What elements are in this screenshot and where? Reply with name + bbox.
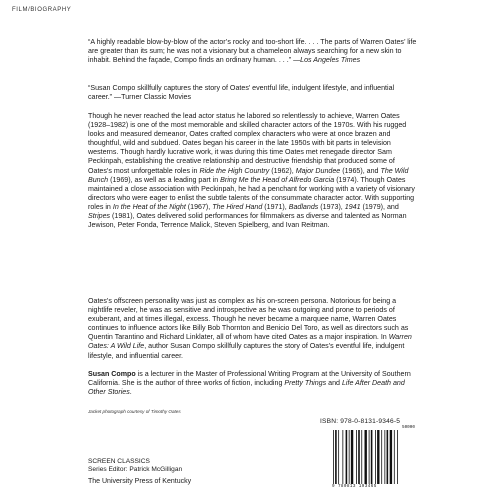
author-bio — [88, 370, 418, 397]
publisher-name: The University Press of Kentucky — [88, 478, 192, 485]
barcode-digits: 9 780813 193465 — [332, 484, 377, 489]
text-run: is a lecturer in the Master of Professional Writing Program at the University of Southern California. She is the author of three works of fiction, including — [88, 370, 411, 388]
film-title: Stripes — [88, 212, 111, 221]
text-run: (1981), Oates delivered solid performances for filmmakers as diverse and talented as Norman Jewison, Peter Fonda, Terrence Malick, Steven Spielberg, and Ivan Reitman. — [88, 212, 407, 230]
book-title: Life After Death and Other Stories — [88, 379, 405, 397]
series-info — [88, 458, 182, 475]
text-run: (1973), — [318, 202, 345, 211]
author-name: Susan Compo — [88, 370, 136, 378]
book-title: Warren Oates: A Wild Life — [88, 333, 412, 351]
text-run: (1969), as well as a leading part in — [108, 175, 221, 184]
text-run: (1974). Though Oates maintained a close association with Peckinpah, he had a penchant for working with a variety of visionary directors who were eager to enlist the subtle talents of the consummate character actor. With supporting roles in — [88, 175, 415, 211]
series-name: SCREEN CLASSICS — [88, 458, 150, 465]
film-title: Major Dundee — [295, 166, 341, 175]
book-title: Pretty Things — [284, 379, 327, 388]
film-title: In the Heat of the Night — [112, 202, 186, 211]
film-title: Bring Me the Head of Alfredo Garcia — [220, 175, 335, 184]
review-quote-la-times — [88, 38, 418, 65]
quote-source: —Turner Classic Movies — [114, 93, 192, 102]
film-title: Ride the High Country — [199, 166, 270, 175]
review-quote-tcm — [88, 84, 418, 102]
barcode-icon — [332, 430, 418, 484]
text-run: (1965), and — [340, 166, 381, 175]
text-run: (1962), — [269, 166, 296, 175]
text-run: (1979), and — [360, 202, 399, 211]
isbn-barcode-block — [318, 418, 422, 494]
price-code: 50000 — [402, 425, 415, 430]
quote-text: “Susan Compo skillfully captures the story of Oates’ eventful life, indulgent lifestyle, and influential career.” — [88, 84, 395, 102]
quote-source: —Los Angeles Times — [293, 56, 361, 65]
category-label: FILM/BIOGRAPHY — [12, 7, 72, 13]
series-editor: Series Editor: Patrick McGilligan — [88, 466, 183, 474]
jacket-photo-credit: Jacket photograph courtesy of Timothy Oates — [88, 409, 181, 414]
film-title: Badlands — [288, 202, 319, 211]
film-title: The Wild Bunch — [88, 166, 409, 184]
synopsis-paragraph-1 — [88, 112, 418, 230]
text-run: , author Susan Compo skillfully captures the story of Oates’s eventful life, indulgent lifestyle, and influential career. — [88, 342, 405, 360]
quote-text: “A highly readable blow-by-blow of the actor’s rocky and too-short life. . . . The parts of Warren Oates’ life are greater than its sum; he was not a visionary but a chameleon always searching for a new skin to inhabit. Behind the façade, Compo finds an ordinary human. . . .” — [88, 38, 417, 65]
film-title: The Hired Hand — [212, 202, 263, 211]
film-title: 1941 — [344, 202, 361, 211]
text-run: (1967), — [185, 202, 213, 211]
isbn-label: ISBN: 978-0-8131-9346-5 — [320, 418, 401, 425]
text-run: . — [129, 388, 132, 397]
text-run: and — [326, 379, 342, 388]
text-run: Though he never reached the lead actor status he labored so relentlessly to achieve, Warren Oates (1928–1982) is one of the most memorable and skilled character actors of the 1970s. With his rugged looks and measured demeanor, Oates crafted complex characters who were at once brazen and thoughtful, wild and subdued. Oates began his career in the late 1950s with bit parts in television westerns. Though hardly lucrative work, it was during this time Oates met renegade director Sam Peckinpah, establishing the creative relationship and destructive friendship that produced some of Oates’s most unforgettable roles in — [88, 112, 407, 175]
synopsis-paragraph-2 — [88, 297, 418, 361]
text-run: (1971), — [262, 202, 289, 211]
text-run: Oates’s offscreen personality was just as complex as his on-screen persona. Notorious for being a nightlife reveler, he was as sensitive and introspective as he was outgoing and prone to periods of exuberant, and at times illegal, excess. Though he never became a marquee name, Warren Oates continues to influence actors like Billy Bob Thornton and Benicio Del Toro, as well as directors such as Quentin Tarantino and Richard Linklater, all of whom have cited Oates as a major inspiration. In — [88, 297, 409, 342]
